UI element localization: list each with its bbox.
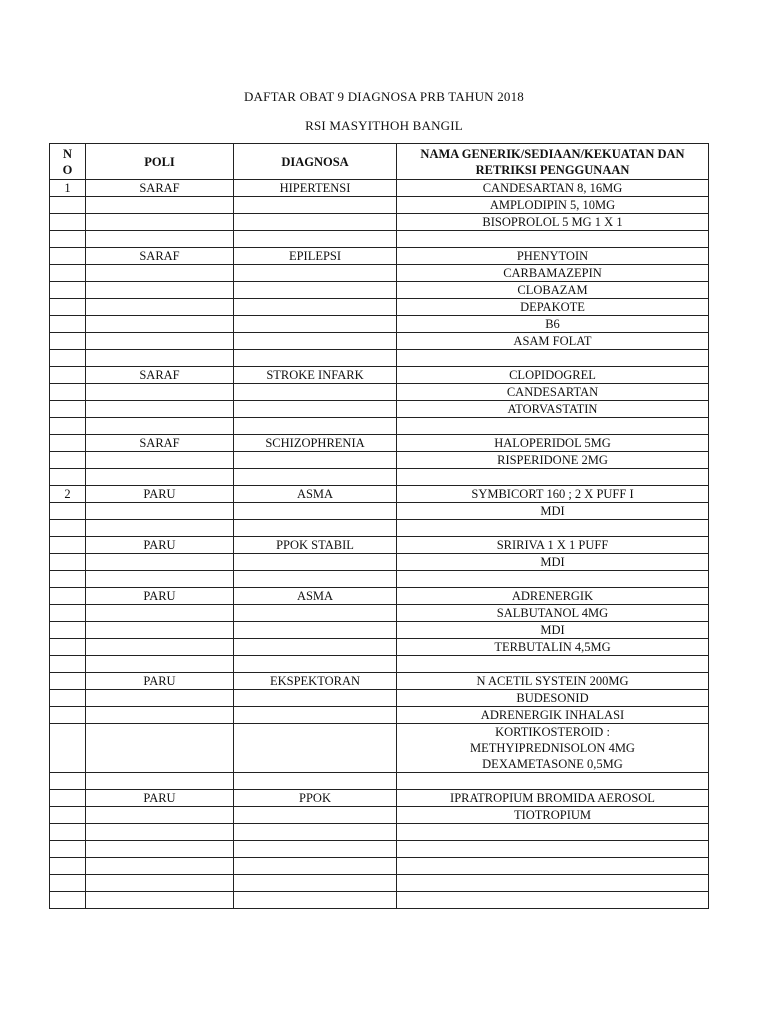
cell-obat: MDI — [397, 554, 709, 571]
header-no: N O — [50, 144, 86, 180]
cell-obat: MDI — [397, 622, 709, 639]
table-row — [50, 265, 709, 282]
cell-no: 2 — [50, 486, 86, 503]
cell-diagnosa — [234, 724, 397, 773]
table-row — [50, 773, 709, 790]
cell-poli: PARU — [86, 537, 234, 554]
cell-diagnosa — [234, 214, 397, 231]
cell-diagnosa — [234, 503, 397, 520]
cell-obat — [397, 858, 709, 875]
table-row — [50, 214, 709, 231]
document-title: DAFTAR OBAT 9 DIAGNOSA PRB TAHUN 2018 — [243, 89, 525, 104]
cell-poli — [86, 824, 234, 841]
cell-poli — [86, 418, 234, 435]
cell-no — [50, 248, 86, 265]
cell-poli — [86, 622, 234, 639]
cell-diagnosa: SCHIZOPHRENIA — [234, 435, 397, 452]
cell-poli — [86, 707, 234, 724]
cell-obat: RISPERIDONE 2MG — [397, 452, 709, 469]
cell-diagnosa — [234, 773, 397, 790]
cell-poli — [86, 841, 234, 858]
cell-obat: BISOPROLOL 5 MG 1 X 1 — [397, 214, 709, 231]
cell-no — [50, 639, 86, 656]
cell-obat: CLOBAZAM — [397, 282, 709, 299]
table-row — [50, 520, 709, 537]
cell-poli — [86, 469, 234, 486]
cell-obat — [397, 520, 709, 537]
cell-diagnosa — [234, 841, 397, 858]
cell-poli — [86, 401, 234, 418]
cell-no — [50, 503, 86, 520]
cell-poli — [86, 656, 234, 673]
cell-diagnosa — [234, 333, 397, 350]
cell-poli — [86, 639, 234, 656]
cell-obat: HALOPERIDOL 5MG — [397, 435, 709, 452]
table-row — [50, 197, 709, 214]
cell-diagnosa: EKSPEKTORAN — [234, 673, 397, 690]
cell-no — [50, 605, 86, 622]
cell-diagnosa — [234, 282, 397, 299]
cell-diagnosa — [234, 656, 397, 673]
cell-obat — [397, 350, 709, 367]
table-row — [50, 452, 709, 469]
cell-no — [50, 350, 86, 367]
cell-obat: CANDESARTAN — [397, 384, 709, 401]
table-row — [50, 248, 709, 265]
cell-no — [50, 401, 86, 418]
cell-diagnosa — [234, 316, 397, 333]
table-row — [50, 469, 709, 486]
cell-obat: CARBAMAZEPIN — [397, 265, 709, 282]
table-row — [50, 503, 709, 520]
cell-diagnosa — [234, 622, 397, 639]
table-row — [50, 673, 709, 690]
cell-diagnosa — [234, 554, 397, 571]
table-row — [50, 707, 709, 724]
table-body — [50, 180, 709, 909]
table-row — [50, 316, 709, 333]
table-row — [50, 790, 709, 807]
cell-no — [50, 773, 86, 790]
table-row — [50, 724, 709, 773]
cell-diagnosa — [234, 469, 397, 486]
cell-diagnosa — [234, 875, 397, 892]
cell-no — [50, 690, 86, 707]
table-row — [50, 875, 709, 892]
cell-obat: AMPLODIPIN 5, 10MG — [397, 197, 709, 214]
cell-obat: IPRATROPIUM BROMIDA AEROSOL — [397, 790, 709, 807]
cell-obat: ASAM FOLAT — [397, 333, 709, 350]
header-poli: POLI — [86, 144, 234, 180]
cell-poli — [86, 333, 234, 350]
cell-no — [50, 435, 86, 452]
cell-poli: SARAF — [86, 248, 234, 265]
cell-poli — [86, 690, 234, 707]
table-row — [50, 571, 709, 588]
cell-no — [50, 571, 86, 588]
cell-no — [50, 384, 86, 401]
cell-diagnosa: ASMA — [234, 588, 397, 605]
table-row — [50, 435, 709, 452]
cell-no — [50, 858, 86, 875]
cell-poli — [86, 503, 234, 520]
cell-poli — [86, 773, 234, 790]
cell-poli: SARAF — [86, 435, 234, 452]
cell-poli — [86, 520, 234, 537]
cell-no — [50, 367, 86, 384]
cell-no — [50, 656, 86, 673]
cell-poli — [86, 384, 234, 401]
cell-poli — [86, 231, 234, 248]
cell-no — [50, 622, 86, 639]
cell-diagnosa — [234, 299, 397, 316]
cell-no — [50, 197, 86, 214]
cell-diagnosa — [234, 605, 397, 622]
table-row — [50, 282, 709, 299]
cell-poli — [86, 316, 234, 333]
table-row — [50, 418, 709, 435]
cell-poli: PARU — [86, 673, 234, 690]
cell-obat: BUDESONID — [397, 690, 709, 707]
cell-obat: SRIRIVA 1 X 1 PUFF — [397, 537, 709, 554]
cell-obat — [397, 231, 709, 248]
cell-diagnosa — [234, 418, 397, 435]
cell-poli — [86, 214, 234, 231]
cell-poli — [86, 858, 234, 875]
cell-poli — [86, 265, 234, 282]
drug-list-table — [49, 143, 709, 909]
cell-poli: PARU — [86, 588, 234, 605]
cell-diagnosa — [234, 892, 397, 909]
cell-no — [50, 707, 86, 724]
cell-no — [50, 333, 86, 350]
table-row — [50, 401, 709, 418]
cell-diagnosa: PPOK — [234, 790, 397, 807]
cell-obat: KORTIKOSTEROID : METHYIPREDNISOLON 4MG DEXAMETASONE 0,5MG — [397, 724, 709, 773]
cell-poli — [86, 282, 234, 299]
cell-no — [50, 824, 86, 841]
cell-obat: CANDESARTAN 8, 16MG — [397, 180, 709, 197]
cell-diagnosa: ASMA — [234, 486, 397, 503]
cell-obat: SYMBICORT 160 ; 2 X PUFF I — [397, 486, 709, 503]
cell-no — [50, 214, 86, 231]
cell-obat — [397, 841, 709, 858]
cell-no — [50, 299, 86, 316]
cell-poli — [86, 299, 234, 316]
cell-obat: ADRENERGIK INHALASI — [397, 707, 709, 724]
header-diagnosa: DIAGNOSA — [234, 144, 397, 180]
cell-no — [50, 875, 86, 892]
cell-obat: MDI — [397, 503, 709, 520]
cell-obat: TERBUTALIN 4,5MG — [397, 639, 709, 656]
document-subtitle: RSI MASYITHOH BANGIL — [305, 118, 463, 133]
cell-obat — [397, 418, 709, 435]
table-row — [50, 180, 709, 197]
table-row — [50, 486, 709, 503]
cell-no — [50, 418, 86, 435]
cell-diagnosa — [234, 824, 397, 841]
cell-no — [50, 282, 86, 299]
cell-diagnosa: HIPERTENSI — [234, 180, 397, 197]
cell-no — [50, 469, 86, 486]
cell-diagnosa — [234, 858, 397, 875]
cell-obat: B6 — [397, 316, 709, 333]
cell-no — [50, 588, 86, 605]
table-row — [50, 807, 709, 824]
cell-poli — [86, 350, 234, 367]
table-row — [50, 858, 709, 875]
cell-diagnosa — [234, 197, 397, 214]
table-row — [50, 841, 709, 858]
cell-diagnosa — [234, 401, 397, 418]
cell-diagnosa — [234, 707, 397, 724]
cell-no — [50, 554, 86, 571]
table-row — [50, 656, 709, 673]
cell-diagnosa: PPOK STABIL — [234, 537, 397, 554]
cell-obat — [397, 773, 709, 790]
cell-diagnosa — [234, 690, 397, 707]
cell-diagnosa — [234, 520, 397, 537]
cell-obat: N ACETIL SYSTEIN 200MG — [397, 673, 709, 690]
table-header-row — [50, 144, 709, 180]
table-row — [50, 333, 709, 350]
table-row — [50, 554, 709, 571]
cell-no — [50, 452, 86, 469]
cell-obat: ADRENERGIK — [397, 588, 709, 605]
cell-obat — [397, 571, 709, 588]
cell-diagnosa — [234, 231, 397, 248]
cell-poli — [86, 554, 234, 571]
cell-obat: CLOPIDOGREL — [397, 367, 709, 384]
cell-diagnosa: EPILEPSI — [234, 248, 397, 265]
cell-no — [50, 841, 86, 858]
cell-no — [50, 520, 86, 537]
table-row — [50, 299, 709, 316]
table-row — [50, 622, 709, 639]
cell-poli — [86, 875, 234, 892]
table-row — [50, 350, 709, 367]
cell-obat: TIOTROPIUM — [397, 807, 709, 824]
cell-obat: ATORVASTATIN — [397, 401, 709, 418]
header-nama-generik: NAMA GENERIK/SEDIAAN/KEKUATAN DAN RETRIKSI PENGGUNAAN — [397, 144, 709, 180]
table-row — [50, 231, 709, 248]
cell-no — [50, 537, 86, 554]
table-row — [50, 690, 709, 707]
cell-no — [50, 807, 86, 824]
cell-poli: SARAF — [86, 180, 234, 197]
table-row — [50, 537, 709, 554]
table-row — [50, 384, 709, 401]
cell-poli — [86, 452, 234, 469]
table-row — [50, 639, 709, 656]
table-row — [50, 605, 709, 622]
cell-diagnosa — [234, 807, 397, 824]
cell-obat: PHENYTOIN — [397, 248, 709, 265]
cell-poli — [86, 197, 234, 214]
cell-no — [50, 231, 86, 248]
cell-diagnosa — [234, 639, 397, 656]
cell-obat: SALBUTANOL 4MG — [397, 605, 709, 622]
cell-diagnosa: STROKE INFARK — [234, 367, 397, 384]
cell-no — [50, 673, 86, 690]
cell-no — [50, 790, 86, 807]
cell-poli — [86, 807, 234, 824]
cell-obat — [397, 656, 709, 673]
cell-diagnosa — [234, 384, 397, 401]
cell-poli: PARU — [86, 790, 234, 807]
table-row — [50, 588, 709, 605]
table-row — [50, 824, 709, 841]
cell-obat: DEPAKOTE — [397, 299, 709, 316]
cell-poli — [86, 571, 234, 588]
cell-obat — [397, 892, 709, 909]
cell-poli — [86, 892, 234, 909]
table-row — [50, 892, 709, 909]
table-row — [50, 367, 709, 384]
cell-diagnosa — [234, 265, 397, 282]
cell-no — [50, 265, 86, 282]
cell-poli — [86, 724, 234, 773]
cell-no: 1 — [50, 180, 86, 197]
cell-poli: SARAF — [86, 367, 234, 384]
cell-obat — [397, 469, 709, 486]
cell-no — [50, 892, 86, 909]
cell-diagnosa — [234, 452, 397, 469]
cell-diagnosa — [234, 571, 397, 588]
cell-obat — [397, 824, 709, 841]
cell-poli: PARU — [86, 486, 234, 503]
cell-no — [50, 316, 86, 333]
cell-obat — [397, 875, 709, 892]
cell-diagnosa — [234, 350, 397, 367]
cell-poli — [86, 605, 234, 622]
cell-no — [50, 724, 86, 773]
